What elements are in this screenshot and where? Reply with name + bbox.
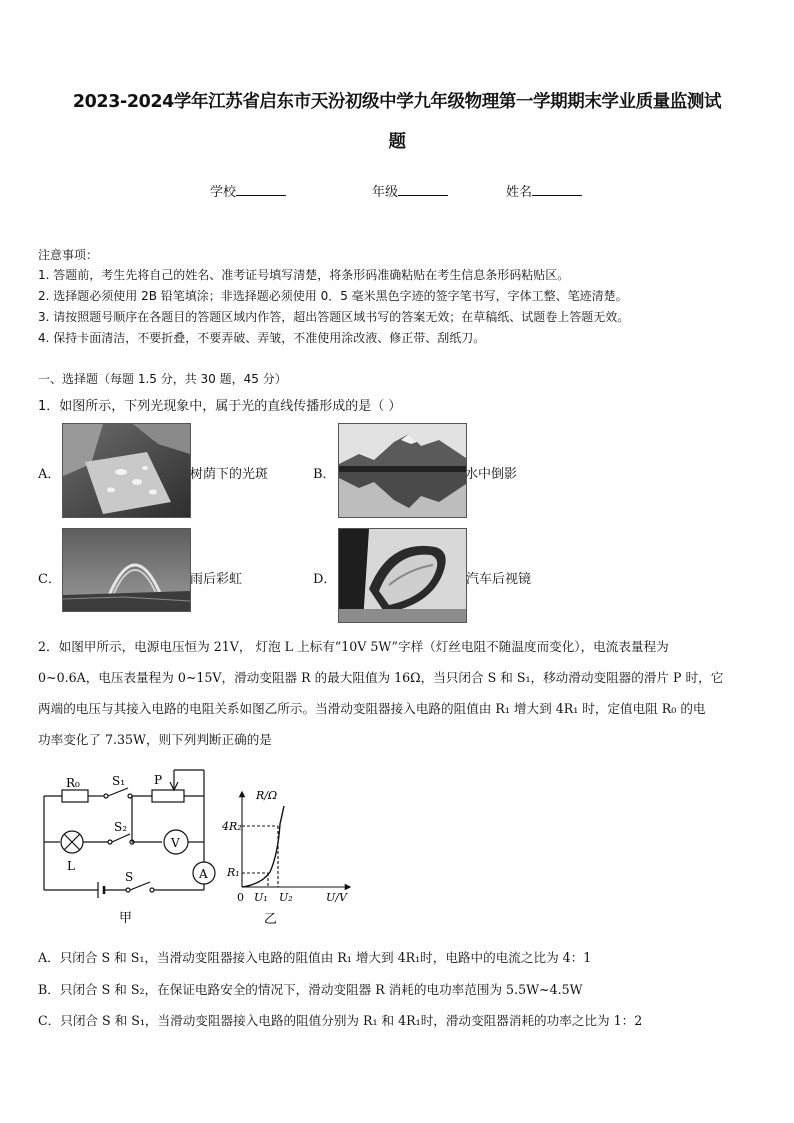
q2-option-c: C．只闭合 S 和 S₁，当滑动变阻器接入电路的阻值分别为 R₁ 和 4R₁时，滑动变阻器消耗的功率之比为 1：2 <box>38 1013 643 1028</box>
x-axis-label: U/V <box>326 891 347 904</box>
q2-stem-line: 功率变化了 7.35W，则下列判断正确的是 <box>38 732 272 747</box>
y-tick-r1: R₁ <box>227 866 240 879</box>
school-field <box>210 181 286 200</box>
y-tick-4r2: 4R₂ <box>222 820 242 833</box>
q1-stem: 1．如图所示，下列光现象中，属于光的直线传播形成的是（ ） <box>38 399 402 414</box>
grade-blank <box>398 183 448 196</box>
section-heading: 一、选择题（每题 1.5 分，共 30 题，45 分） <box>38 372 287 386</box>
label-l: L <box>67 859 75 873</box>
q1-option-b-caption: 水中倒影 <box>465 467 518 482</box>
resistor-r0 <box>62 790 88 802</box>
label-p: P <box>154 773 163 787</box>
car-mirror-photo <box>338 528 467 623</box>
q1-option-d-caption: 汽车后视镜 <box>466 572 532 587</box>
label-r0: R₀ <box>66 776 80 790</box>
name-blank <box>532 183 582 196</box>
grade-label: 年级 <box>372 185 399 200</box>
switch-s2 <box>112 834 130 842</box>
q2-stem-line: 两端的电压与其接入电路的电阻关系如图乙所示。当滑动变阻器接入电路的阻值由 R₁ 增大到 4R₁ 时，定值电阻 R₀ 的电 <box>38 701 706 716</box>
note-item: 1. 答题前，考生先将自己的姓名、准考证号填写清楚，将条形码准确粘贴在考生信息条形码粘贴区。 <box>38 268 570 282</box>
q2-stem-line: 0~0.6A，电压表量程为 0~15V，滑动变阻器 R 的最大阻值为 16Ω，当只闭合 S 和 S₁，移动滑动变阻器的滑片 P 时，它 <box>38 670 724 685</box>
graph-caption: 乙 <box>264 912 278 927</box>
r-u-graph <box>222 784 356 930</box>
note-item: 4. 保持卡面清洁，不要折叠，不要弄破、弄皱，不准使用涂改液、修正带、刮纸刀。 <box>38 331 486 345</box>
notes-heading: 注意事项： <box>38 248 99 262</box>
water-reflection-photo <box>338 423 467 518</box>
note-item: 3. 请按照题号顺序在各题目的答题区域内作答，超出答题区域书写的答案无效；在草稿纸、试题卷上答题无效。 <box>38 310 630 324</box>
circuit-caption: 甲 <box>119 911 133 926</box>
q2-option-a: A．只闭合 S 和 S₁，当滑动变阻器接入电路的阻值由 R₁ 增大到 4R₁时，电路中的电流之比为 4：1 <box>38 950 592 965</box>
x-tick-u1: U₁ <box>254 891 268 904</box>
name-label: 姓名 <box>506 185 533 200</box>
light-spots-photo <box>62 423 191 518</box>
note-item: 2. 选择题必须使用 2B 铅笔填涂；非选择题必须使用 0．5 毫米黑色字迹的签字笔书写，字体工整、笔迹清楚。 <box>38 289 628 303</box>
q1-option-b-letter: B． <box>313 467 336 482</box>
y-axis-label: R/Ω <box>256 789 278 802</box>
label-v: V <box>171 836 180 850</box>
q2-stem-line: 2．如图甲所示，电源电压恒为 21V， 灯泡 L 上标有“10V 5W”字样（灯丝电阻不随温度而变化），电流表量程为 <box>38 639 669 654</box>
label-a: A <box>199 867 208 881</box>
rainbow-photo <box>62 528 191 612</box>
q1-option-c-caption: 雨后彩虹 <box>190 572 243 587</box>
q1-option-c-letter: C． <box>38 572 61 587</box>
q1-option-a-letter: A． <box>38 467 61 482</box>
x-tick-u2: U₂ <box>279 891 293 904</box>
q1-option-a-caption: 树荫下的光斑 <box>190 467 269 482</box>
q2-option-b: B．只闭合 S 和 S₂，在保证电路安全的情况下，滑动变阻器 R 消耗的电功率范围为 5.5W~4.5W <box>38 982 583 997</box>
origin-label: 0 <box>237 891 244 904</box>
grade-field <box>372 181 448 200</box>
exam-title-line1: 2023-2024学年江苏省启东市天汾初级中学九年级物理第一学期期末学业质量监测试 <box>72 92 722 112</box>
label-s: S <box>125 870 134 884</box>
school-blank <box>236 183 286 196</box>
exam-title-line2: 题 <box>388 132 406 152</box>
school-label: 学校 <box>210 185 237 200</box>
label-s2: S₂ <box>114 820 128 834</box>
rheostat-r <box>152 790 184 802</box>
circuit-diagram <box>36 760 226 930</box>
name-field <box>506 181 582 200</box>
label-s1: S₁ <box>112 774 126 788</box>
switch-s1 <box>108 788 128 796</box>
q1-option-d-letter: D． <box>313 572 337 587</box>
